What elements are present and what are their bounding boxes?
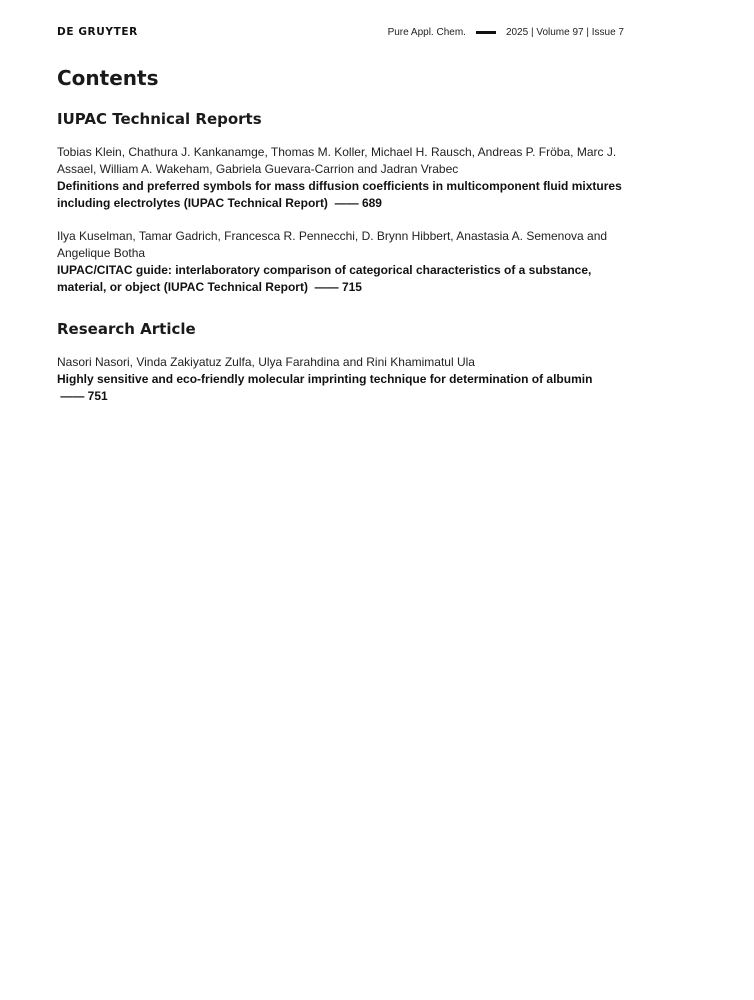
toc-entry[interactable]: [57, 144, 627, 212]
page-dash: ——: [311, 280, 342, 294]
journal-info: [388, 27, 624, 38]
page-header: [57, 26, 624, 40]
toc-entry[interactable]: [57, 228, 627, 296]
entry-title-line[interactable]: [57, 371, 627, 405]
entry-title-line[interactable]: [57, 262, 627, 296]
issue-info: 2025 | Volume 97 | Issue 7: [505, 27, 624, 38]
toc-entry[interactable]: [57, 354, 627, 405]
page-dash: ——: [331, 196, 362, 210]
section-title-iupac-technical-reports: IUPAC Technical Reports: [57, 110, 262, 128]
entry-authors: Tobias Klein, Chathura J. Kankanamge, Thomas M. Koller, Michael H. Rausch, Andreas P. Fröba, Marc J. Assael, William A. Wakeham, Gabriela Guevara-Carrion and Jadran Vrabec: [57, 145, 617, 176]
page-dash: ——: [57, 389, 88, 403]
entry-title[interactable]: IUPAC/CITAC guide: interlaboratory comparison of categorical characteristics of a substance, material, or object (IUPAC Technical Report): [57, 263, 592, 294]
page-title: Contents: [57, 66, 159, 90]
header-dash: [476, 31, 496, 34]
entry-title[interactable]: Definitions and preferred symbols for mass diffusion coefficients in multicomponent fluid mixtures including electrolytes (IUPAC Technical Report): [57, 179, 622, 210]
publisher-logo: DE GRUYTER: [57, 26, 138, 38]
entry-title-line[interactable]: [57, 178, 627, 212]
entry-authors: Ilya Kuselman, Tamar Gadrich, Francesca R. Pennecchi, D. Brynn Hibbert, Anastasia A. Semenova and Angelique Botha: [57, 229, 608, 260]
table-of-contents: [57, 66, 627, 405]
section-title-research-article: Research Article: [57, 320, 196, 338]
entry-authors: Nasori Nasori, Vinda Zakiyatuz Zulfa, Ulya Farahdina and Rini Khamimatul Ula: [57, 355, 475, 369]
journal-name: Pure Appl. Chem.: [387, 27, 466, 38]
entry-page: 715: [341, 280, 362, 294]
entry-page: 689: [361, 196, 382, 210]
entry-title[interactable]: Highly sensitive and eco-friendly molecular imprinting technique for determination of albumin: [57, 372, 593, 386]
entry-page: 751: [87, 389, 108, 403]
